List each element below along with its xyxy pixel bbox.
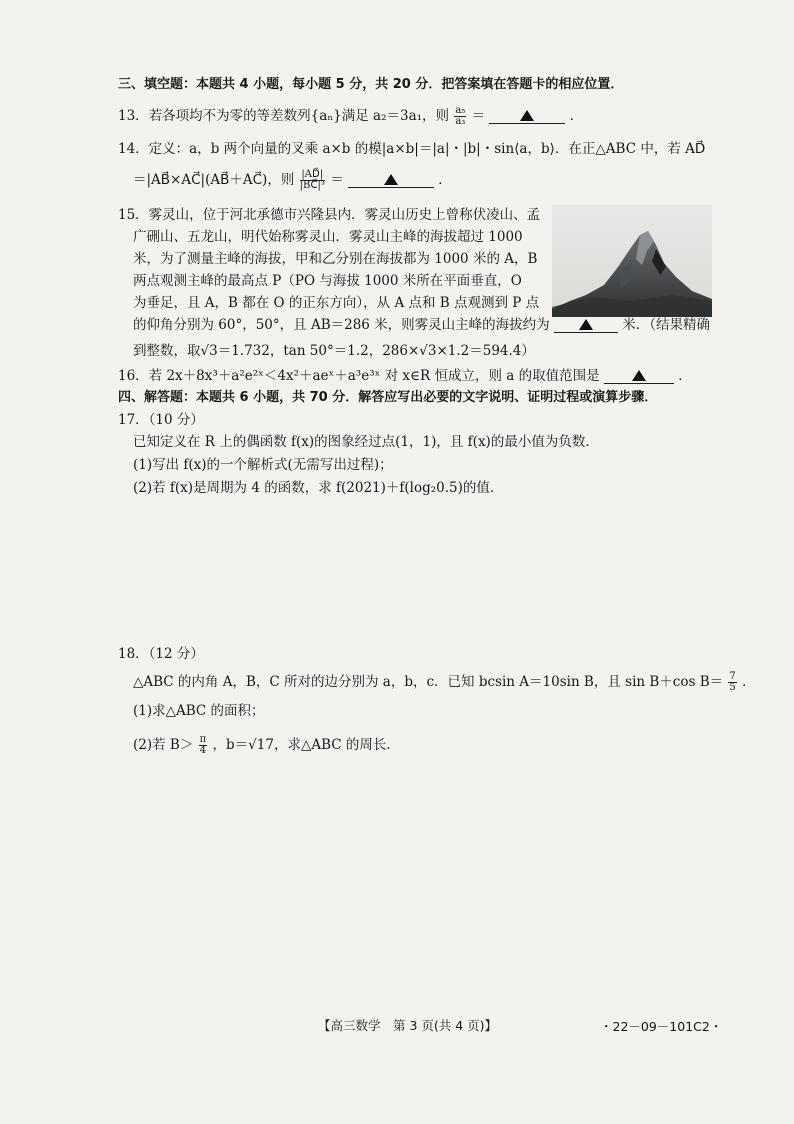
question-18-part2: (2)若 B＞ $\frac{\pi}{4}$ ，b＝√17，求△ABC 的周长． xyxy=(133,734,400,756)
answer-blank-15[interactable] xyxy=(554,318,618,333)
question-15-line: 到整数，取√3＝1.732，tan 50°＝1.2，286×√3×1.2＝594.4） xyxy=(133,343,535,359)
page-footer-right: ・22－09－101C2・ xyxy=(600,1019,723,1034)
question-17-line: (2)若 f(x)是周期为 4 的函数，求 f(2021)＋f(log₂0.5)的值． xyxy=(133,480,504,496)
bleed-through-text xyxy=(250,520,262,537)
question-17-title: 17．（10 分） xyxy=(118,412,204,428)
question-14-line1: 14．定义：a，b 两个向量的叉乘 a×b 的模|a×b|＝|a|・|b|・sin⟨a，b⟩．在正△ABC 中，若 AD⃗ xyxy=(118,141,706,157)
question-15-line: 两点观测主峰的最高点 P（PO 与海拔 1000 米所在平面垂直，O xyxy=(133,273,522,289)
page-footer-left: 【高三数学 第 3 页(共 4 页)】 xyxy=(318,1018,498,1033)
question-18-title: 18．（12 分） xyxy=(118,646,204,662)
triangle-icon xyxy=(520,110,534,121)
question-17-line: (1)写出 f(x)的一个解析式(无需写出过程)； xyxy=(133,457,393,473)
triangle-icon xyxy=(579,319,593,330)
section3-heading: 三、填空题：本题共 4 小题，每小题 5 分，共 20 分．把答案填在答题卡的相应位置． xyxy=(118,77,624,92)
question-15-line: 15．雾灵山，位于河北承德市兴隆县内．雾灵山历史上曾称伏凌山、孟 xyxy=(118,207,541,223)
q13-text: 13．若各项均不为零的等差数列{aₙ}满足 a₂＝3a₁，则 xyxy=(118,108,450,124)
question-15-line: 米，为了测量主峰的海拔，甲和乙分别在海拔都为 1000 米的 A，B xyxy=(133,251,538,267)
answer-blank-14[interactable] xyxy=(348,173,434,188)
triangle-icon xyxy=(632,370,646,381)
triangle-icon xyxy=(384,174,398,185)
section4-heading: 四、解答题：本题共 6 小题，共 70 分．解答应写出必要的文字说明、证明过程或演算步骤． xyxy=(118,390,658,405)
question-18-line1: △ABC 的内角 A，B，C 所对的边分别为 a，b，c．已知 bcsin A＝10sin B，且 sin B＋cos B＝ $\frac{7}{5}$ ． xyxy=(133,671,756,693)
question-15-line: 为垂足，且 A，B 都在 O 的正东方向），从 A 点和 B 点观测到 P 点 xyxy=(133,295,540,311)
q14-fraction: $\frac{|AD⃗|}{\text{|BC⃗|³}}$ xyxy=(299,169,325,191)
mountain-photo xyxy=(552,205,712,317)
q18-part2-fraction: $\frac{\pi}{4}$ xyxy=(199,734,207,756)
question-14-line2: ＝|AB⃗×AC⃗|(AB⃗＋AC⃗)，则 $\frac{|AD⃗|}{\text{|BC⃗|³}}$ ＝ ． xyxy=(133,169,452,191)
q13-fraction: $\frac{\text{a₅}}{\text{a₃}}$ xyxy=(455,105,466,127)
q18-fraction: $\frac{7}{5}$ xyxy=(729,671,736,693)
answer-blank-16[interactable] xyxy=(604,369,674,384)
question-17-line: 已知定义在 R 上的偶函数 f(x)的图象经过点(1，1)，且 f(x)的最小值为负数． xyxy=(133,434,599,450)
answer-blank-13[interactable] xyxy=(489,109,565,124)
question-13: 13．若各项均不为零的等差数列{aₙ}满足 a₂＝3a₁，则 $\frac{\text{a₅}}{\text{a₃}}$ ＝ ． xyxy=(118,105,584,127)
question-18-part1: (1)求△ABC 的面积； xyxy=(133,703,265,719)
question-16: 16．若 2x＋8x³＋a²e²ˣ＜4x²＋aeˣ＋a³e³ˣ 对 x∈R 恒成立，则 a 的取值范围是 ． xyxy=(118,368,692,384)
question-15-line: 广硎山、五龙山，明代始称雾灵山．雾灵山主峰的海拔超过 1000 xyxy=(133,229,523,245)
question-15-line: 的仰角分别为 60°，50°，且 AB＝286 米，则雾灵山主峰的海拔约为 米．（结果精确 xyxy=(133,317,711,333)
